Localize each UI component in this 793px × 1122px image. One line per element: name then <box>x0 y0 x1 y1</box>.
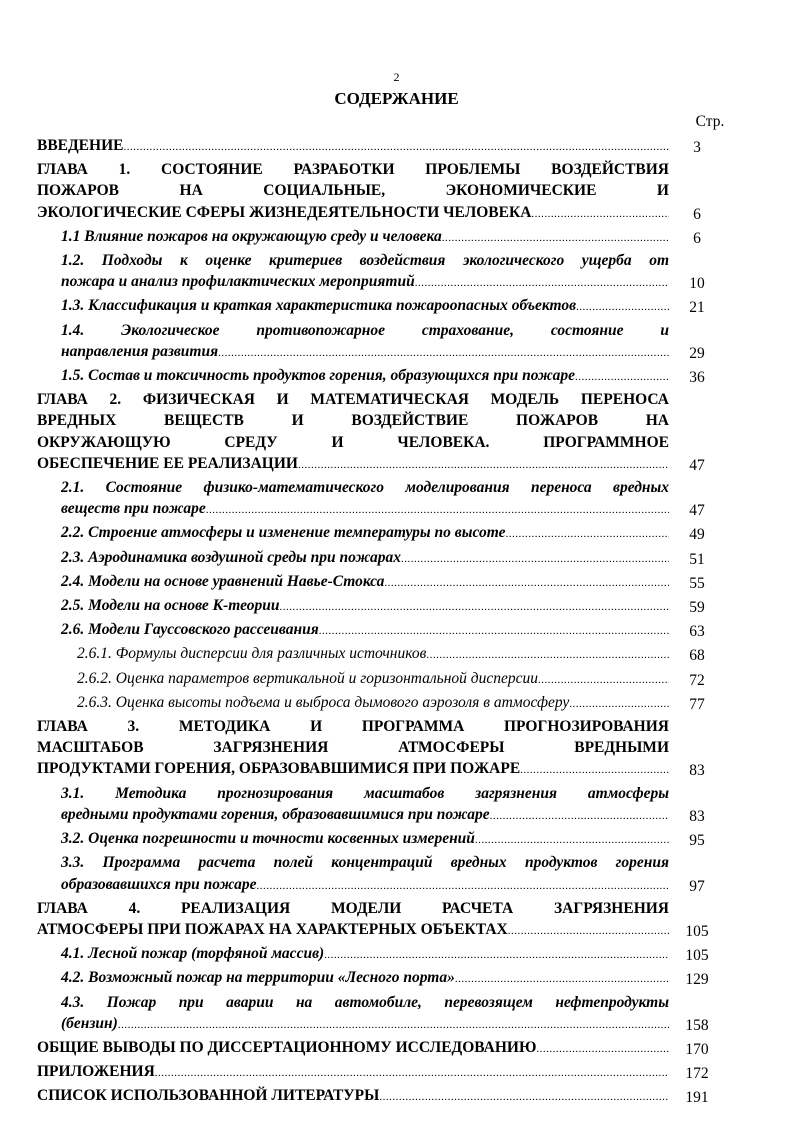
toc-entry-text: ПОЖАРОВ НА СОЦИАЛЬНЫЕ, ЭКОНОМИЧЕСКИЕ И <box>37 182 669 200</box>
toc-entry-text: ВРЕДНЫХ ВЕЩЕСТВ И ВОЗДЕЙСТВИЕ ПОЖАРОВ НА <box>37 412 669 430</box>
page-title: СОДЕРЖАНИЕ <box>334 89 459 108</box>
toc-entry-text: ГЛАВА 4. РЕАЛИЗАЦИЯ МОДЕЛИ РАСЧЕТА ЗАГРЯЗНЕНИЯ <box>37 899 669 917</box>
toc-entry-text: 2.6. Модели Гауссовского рассеивания ..... <box>37 619 669 642</box>
toc-page-number: 72 <box>689 671 705 689</box>
toc-page-number: 191 <box>685 1089 709 1107</box>
toc-page-number: 10 <box>689 275 705 293</box>
toc-page-number: 83 <box>689 807 705 825</box>
toc-entry-text: 1.5. Состав и токсичность продуктов горения, образующихся при пожаре ..... <box>37 365 669 388</box>
toc-entry-text: направления развития ..... <box>37 341 669 364</box>
toc-page-number: 21 <box>689 299 705 317</box>
toc-entry-text: ГЛАВА 1. СОСТОЯНИЕ РАЗРАБОТКИ ПРОБЛЕМЫ ВОЗДЕЙСТВИЯ <box>37 161 669 179</box>
toc-entry[interactable] <box>37 547 727 570</box>
toc-page-number: 49 <box>689 526 705 544</box>
page-column-label: Стр. <box>695 113 725 130</box>
toc-entry[interactable] <box>37 365 727 388</box>
toc-entry[interactable] <box>37 643 727 666</box>
toc-entry[interactable] <box>37 1061 727 1084</box>
toc-entry-text: пожара и анализ профилактических мероприятий ..... <box>37 271 669 294</box>
toc-entry[interactable] <box>37 571 727 594</box>
toc-page-number: 55 <box>689 574 705 592</box>
toc-page-number: 170 <box>685 1040 709 1058</box>
toc-page-number: 29 <box>689 344 705 362</box>
toc-entry-text: ВВЕДЕНИЕ ..... <box>37 135 669 158</box>
page-number: 2 <box>393 70 400 84</box>
toc-entry-text: ОБЕСПЕЧЕНИЕ ЕЕ РЕАЛИЗАЦИИ ..... <box>37 453 669 476</box>
toc-page-number: 95 <box>689 832 705 850</box>
toc-entry-text: ОКРУЖАЮЩУЮ СРЕДУ И ЧЕЛОВЕКА. ПРОГРАММНОЕ <box>37 433 669 451</box>
toc-entry[interactable] <box>37 135 727 158</box>
toc-entry[interactable] <box>37 295 727 318</box>
toc-entry[interactable] <box>37 828 727 851</box>
toc-page-number: 77 <box>689 695 705 713</box>
toc-entry-text: ОБЩИЕ ВЫВОДЫ ПО ДИССЕРТАЦИОННОМУ ИССЛЕДОВАНИЮ ..... <box>37 1037 669 1060</box>
toc-entry-text: ПРОДУКТАМИ ГОРЕНИЯ, ОБРАЗОВАВШИМИСЯ ПРИ ПОЖАРЕ ..... <box>37 758 669 781</box>
toc-entry-text: 2.6.3. Оценка высоты подъема и выброса дымового аэрозоля в атмосферу ..... <box>37 692 669 715</box>
table-of-contents <box>37 135 727 1110</box>
toc-page-number: 51 <box>689 550 705 568</box>
toc-entry[interactable] <box>37 943 727 966</box>
toc-entry-text: 1.1 Влияние пожаров на окружающую среду и человека ..... <box>37 226 669 249</box>
toc-entry-text: 3.1. Методика прогнозирования масштабов загрязнения атмосферы <box>61 784 669 802</box>
toc-page-number: 3 <box>693 139 701 156</box>
toc-entry-text: 1.2. Подходы к оценке критериев воздействия экологического ущерба от <box>61 252 669 270</box>
toc-entry[interactable] <box>37 250 727 294</box>
toc-entry-text: АТМОСФЕРЫ ПРИ ПОЖАРАХ НА ХАРАКТЕРНЫХ ОБЪЕКТАХ ..... <box>37 919 669 942</box>
toc-entry-text: 4.1. Лесной пожар (торфяной массив) ..... <box>37 943 669 966</box>
toc-page-number: 97 <box>689 877 705 895</box>
toc-entry[interactable] <box>37 716 727 782</box>
toc-entry-text: 4.2. Возможный пожар на территории «Лесного порта» ..... <box>37 967 669 990</box>
toc-entry-text: 3.3. Программа расчета полей концентраций вредных продуктов горения <box>61 854 669 872</box>
toc-page-number: 83 <box>689 762 705 780</box>
toc-entry-text: 2.4. Модели на основе уравнений Навье-Стокса ..... <box>37 571 669 594</box>
toc-page-number: 105 <box>685 947 709 965</box>
toc-page-number: 129 <box>685 971 709 989</box>
toc-entry-text: 2.5. Модели на основе К-теории ..... <box>37 595 669 618</box>
toc-entry-text: ЭКОЛОГИЧЕСКИЕ СФЕРЫ ЖИЗНЕДЕЯТЕЛЬНОСТИ ЧЕЛОВЕКА ..... <box>37 202 669 225</box>
toc-entry[interactable] <box>37 389 727 476</box>
toc-page-number: 59 <box>689 599 705 617</box>
toc-entry[interactable] <box>37 668 727 691</box>
toc-entry-text: СПИСОК ИСПОЛЬЗОВАННОЙ ЛИТЕРАТУРЫ ..... <box>37 1085 669 1108</box>
toc-page-number: 36 <box>689 369 705 387</box>
toc-page-number: 47 <box>689 502 705 520</box>
toc-entry[interactable] <box>37 619 727 642</box>
toc-entry[interactable] <box>37 320 727 364</box>
toc-page-number: 68 <box>689 647 705 665</box>
toc-entry-text: (бензин) ..... <box>37 1013 669 1036</box>
toc-entry[interactable] <box>37 852 727 896</box>
toc-page-number: 6 <box>693 205 701 223</box>
toc-entry-text: 2.6.1. Формулы дисперсии для различных источников ..... <box>37 643 669 666</box>
toc-entry[interactable] <box>37 898 727 942</box>
toc-entry[interactable] <box>37 595 727 618</box>
toc-entry-text: 4.3. Пожар при аварии на автомобиле, перевозящем нефтепродукты <box>61 993 669 1011</box>
toc-entry[interactable] <box>37 783 727 827</box>
toc-entry[interactable] <box>37 1037 727 1060</box>
toc-page-number: 158 <box>685 1016 709 1034</box>
toc-entry-text: веществ при пожаре ..... <box>37 498 669 521</box>
toc-entry[interactable] <box>37 226 727 249</box>
toc-entry[interactable] <box>37 522 727 545</box>
toc-entry-text: 2.6.2. Оценка параметров вертикальной и горизонтальной дисперсии ..... <box>37 668 669 691</box>
toc-entry-text: 1.4. Экологическое противопожарное страхование, состояние и <box>61 321 669 339</box>
toc-entry[interactable] <box>37 159 727 225</box>
toc-page-number: 172 <box>685 1065 709 1083</box>
toc-entry-text: 2.3. Аэродинамика воздушной среды при пожарах ..... <box>37 547 669 570</box>
toc-page-number: 6 <box>693 229 701 247</box>
toc-entry[interactable] <box>37 992 727 1036</box>
toc-entry-text: МАСШТАБОВ ЗАГРЯЗНЕНИЯ АТМОСФЕРЫ ВРЕДНЫМИ <box>37 739 669 757</box>
toc-entry-text: 1.3. Классификация и краткая характеристика пожароопасных объектов ..... <box>37 295 669 318</box>
toc-entry-text: 3.2. Оценка погрешности и точности косвенных измерений ..... <box>37 828 669 851</box>
toc-entry[interactable] <box>37 1085 727 1108</box>
toc-entry-text: вредными продуктами горения, образовавшимися при пожаре ..... <box>37 804 669 827</box>
toc-page-number: 105 <box>685 922 709 940</box>
toc-entry[interactable] <box>37 967 727 990</box>
toc-page-number: 47 <box>689 456 705 474</box>
toc-entry[interactable] <box>37 477 727 521</box>
toc-entry-text: 2.1. Состояние физико-математического моделирования переноса вредных <box>61 479 669 497</box>
toc-entry-text: ПРИЛОЖЕНИЯ ..... <box>37 1061 669 1084</box>
toc-entry-text: ГЛАВА 2. ФИЗИЧЕСКАЯ И МАТЕМАТИЧЕСКАЯ МОДЕЛЬ ПЕРЕНОСА <box>37 391 669 409</box>
toc-entry-text: 2.2. Строение атмосферы и изменение температуры по высоте ..... <box>37 522 669 545</box>
toc-entry-text: ГЛАВА 3. МЕТОДИКА И ПРОГРАММА ПРОГНОЗИРОВАНИЯ <box>37 718 669 736</box>
toc-entry[interactable] <box>37 692 727 715</box>
toc-page-number: 63 <box>689 623 705 641</box>
toc-entry-text: образовавшихся при пожаре ..... <box>37 874 669 897</box>
